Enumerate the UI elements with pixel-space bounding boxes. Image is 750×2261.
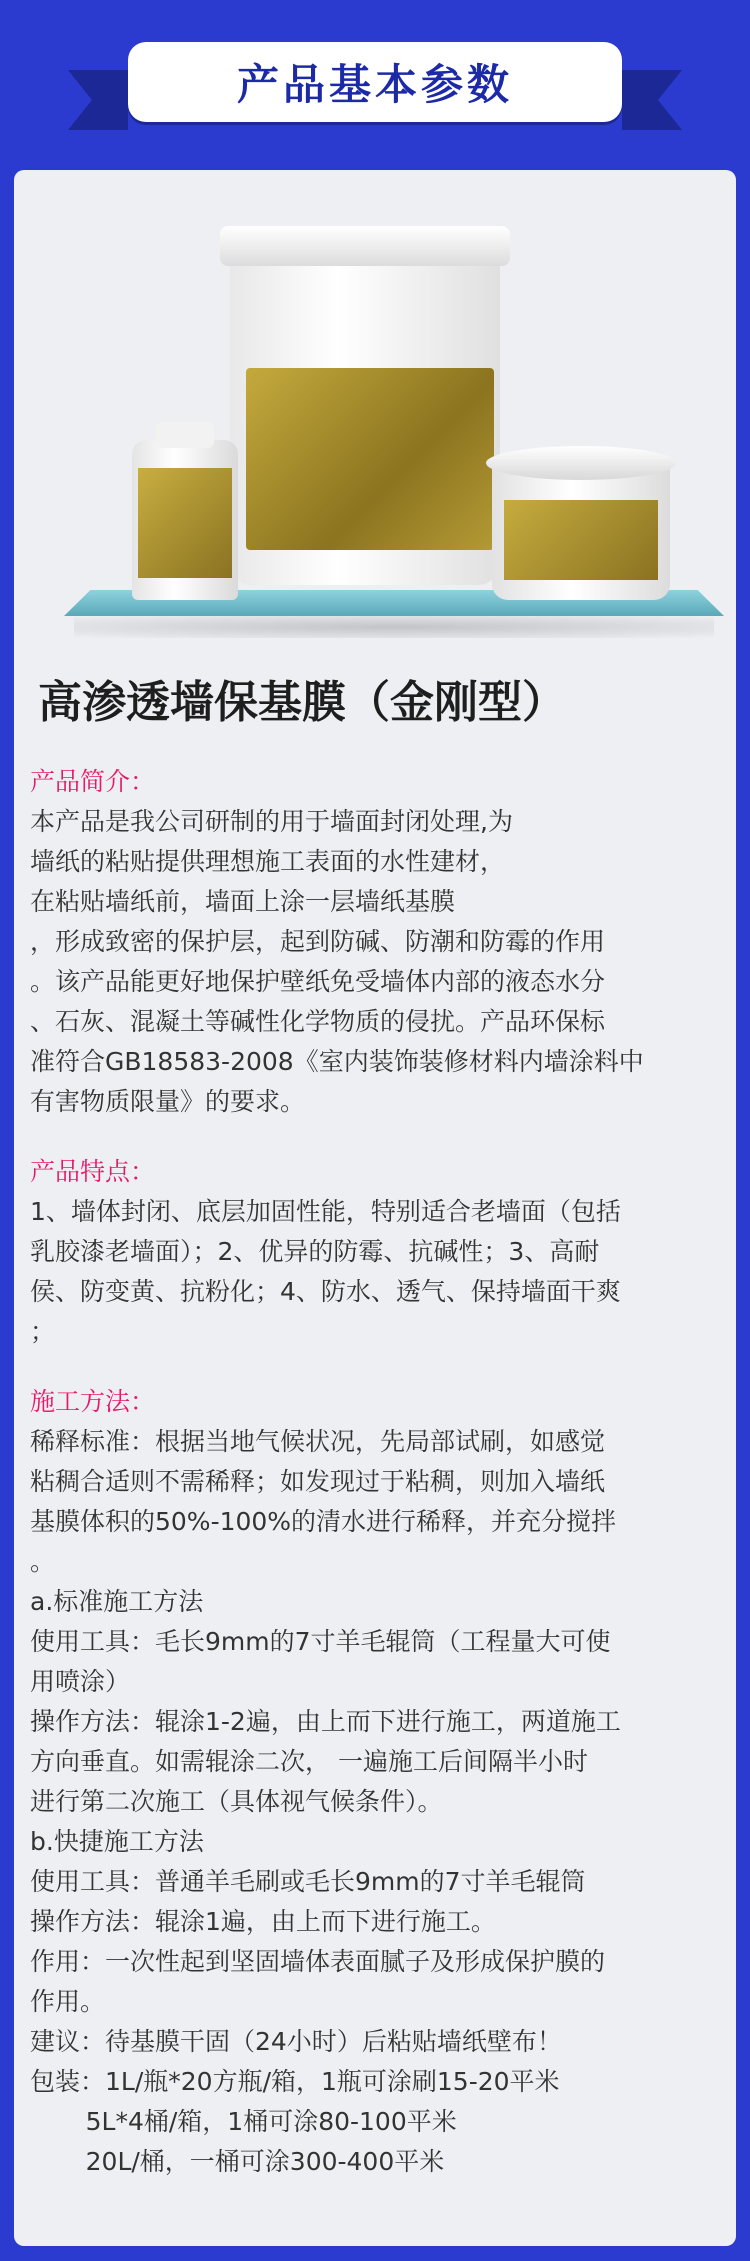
- method-line: 进行第二次施工（具体视气候条件）。: [30, 1787, 443, 1816]
- small-bucket-lid: [486, 446, 676, 480]
- product-title: 高渗透墙保基膜（金刚型）: [38, 677, 566, 728]
- features-line: 侯、防变黄、抗粉化；4、防水、透气、保持墙面干爽: [30, 1277, 621, 1306]
- method-line: 作用：一次性起到坚固墙体表面腻子及形成保护膜的: [30, 1947, 606, 1976]
- method-line: 操作方法：辊涂1-2遍，由上而下进行施工，两道施工: [30, 1707, 621, 1736]
- page-title: 产品基本参数: [236, 60, 513, 109]
- method-line: 方向垂直。如需辊涂二次， 一遍施工后间隔半小时: [30, 1747, 588, 1776]
- intro-line: 在粘贴墙纸前，墙面上涂一层墙纸基膜: [30, 887, 456, 916]
- method-line: 建议：待基膜干固（24小时）后粘贴墙纸壁布！: [30, 2027, 562, 2056]
- bottle-cap: [156, 422, 214, 448]
- large-bucket-label: [246, 368, 494, 550]
- features-heading: 产品特点：: [30, 1157, 156, 1186]
- intro-line: 墙纸的粘贴提供理想施工表面的水性建材，: [30, 847, 506, 876]
- method-line: 5L*4桶/箱，1桶可涂80-100平米: [30, 2107, 457, 2136]
- shelf-shadow: [74, 616, 714, 638]
- method-line: 包装：1L/瓶*20方瓶/箱，1瓶可涂刷15-20平米: [30, 2067, 560, 2096]
- method-line: 使用工具：毛长9mm的7寸羊毛辊筒（工程量大可使: [30, 1627, 611, 1656]
- method-line: 使用工具：普通羊毛刷或毛长9mm的7寸羊毛辊筒: [30, 1867, 586, 1896]
- intro-line: 本产品是我公司研制的用于墙面封闭处理,为: [30, 807, 513, 836]
- method-line: 20L/桶，一桶可涂300-400平米: [30, 2147, 445, 2176]
- method-line: 操作方法：辊涂1遍，由上而下进行施工。: [30, 1907, 496, 1936]
- content-card: [14, 170, 736, 2246]
- features-line: 乳胶漆老墙面）；2、优异的防霉、抗碱性；3、高耐: [30, 1237, 600, 1266]
- method-line: 基膜体积的50%-100%的清水进行稀释，并充分搅拌: [30, 1507, 617, 1536]
- method-line: 。: [30, 1547, 56, 1576]
- bottle-label: [138, 468, 232, 578]
- product-image: [34, 200, 716, 660]
- features-line: 1、墙体封闭、底层加固性能，特别适合老墙面（包括: [30, 1197, 621, 1226]
- banner-ribbon-right: [622, 70, 682, 130]
- intro-line: ，形成致密的保护层，起到防碱、防潮和防霉的作用: [30, 927, 606, 956]
- method-line: 粘稠合适则不需稀释；如发现过于粘稠，则加入墙纸: [30, 1467, 606, 1496]
- header-banner: [128, 42, 622, 122]
- method-line: 用喷涂）: [30, 1667, 131, 1696]
- method-line: b.快捷施工方法: [30, 1827, 204, 1856]
- large-bucket-lid: [220, 226, 510, 266]
- method-line: a.标准施工方法: [30, 1587, 204, 1616]
- method-line: 稀释标准：根据当地气候状况，先局部试刷，如感觉: [30, 1427, 606, 1456]
- intro-line: 。该产品能更好地保护壁纸免受墙体内部的液态水分: [30, 967, 606, 996]
- banner-ribbon-left: [68, 70, 128, 130]
- features-line: ；: [30, 1317, 56, 1346]
- intro-heading: 产品简介：: [30, 767, 156, 796]
- intro-line: 有害物质限量》的要求。: [30, 1087, 306, 1116]
- small-bucket-label: [504, 500, 658, 580]
- method-heading: 施工方法：: [30, 1387, 156, 1416]
- intro-line: 准符合GB18583-2008《室内装饰装修材料内墙涂料中: [30, 1047, 644, 1076]
- intro-line: 、石灰、混凝土等碱性化学物质的侵扰。产品环保标: [30, 1007, 606, 1036]
- method-line: 作用。: [30, 1987, 106, 2016]
